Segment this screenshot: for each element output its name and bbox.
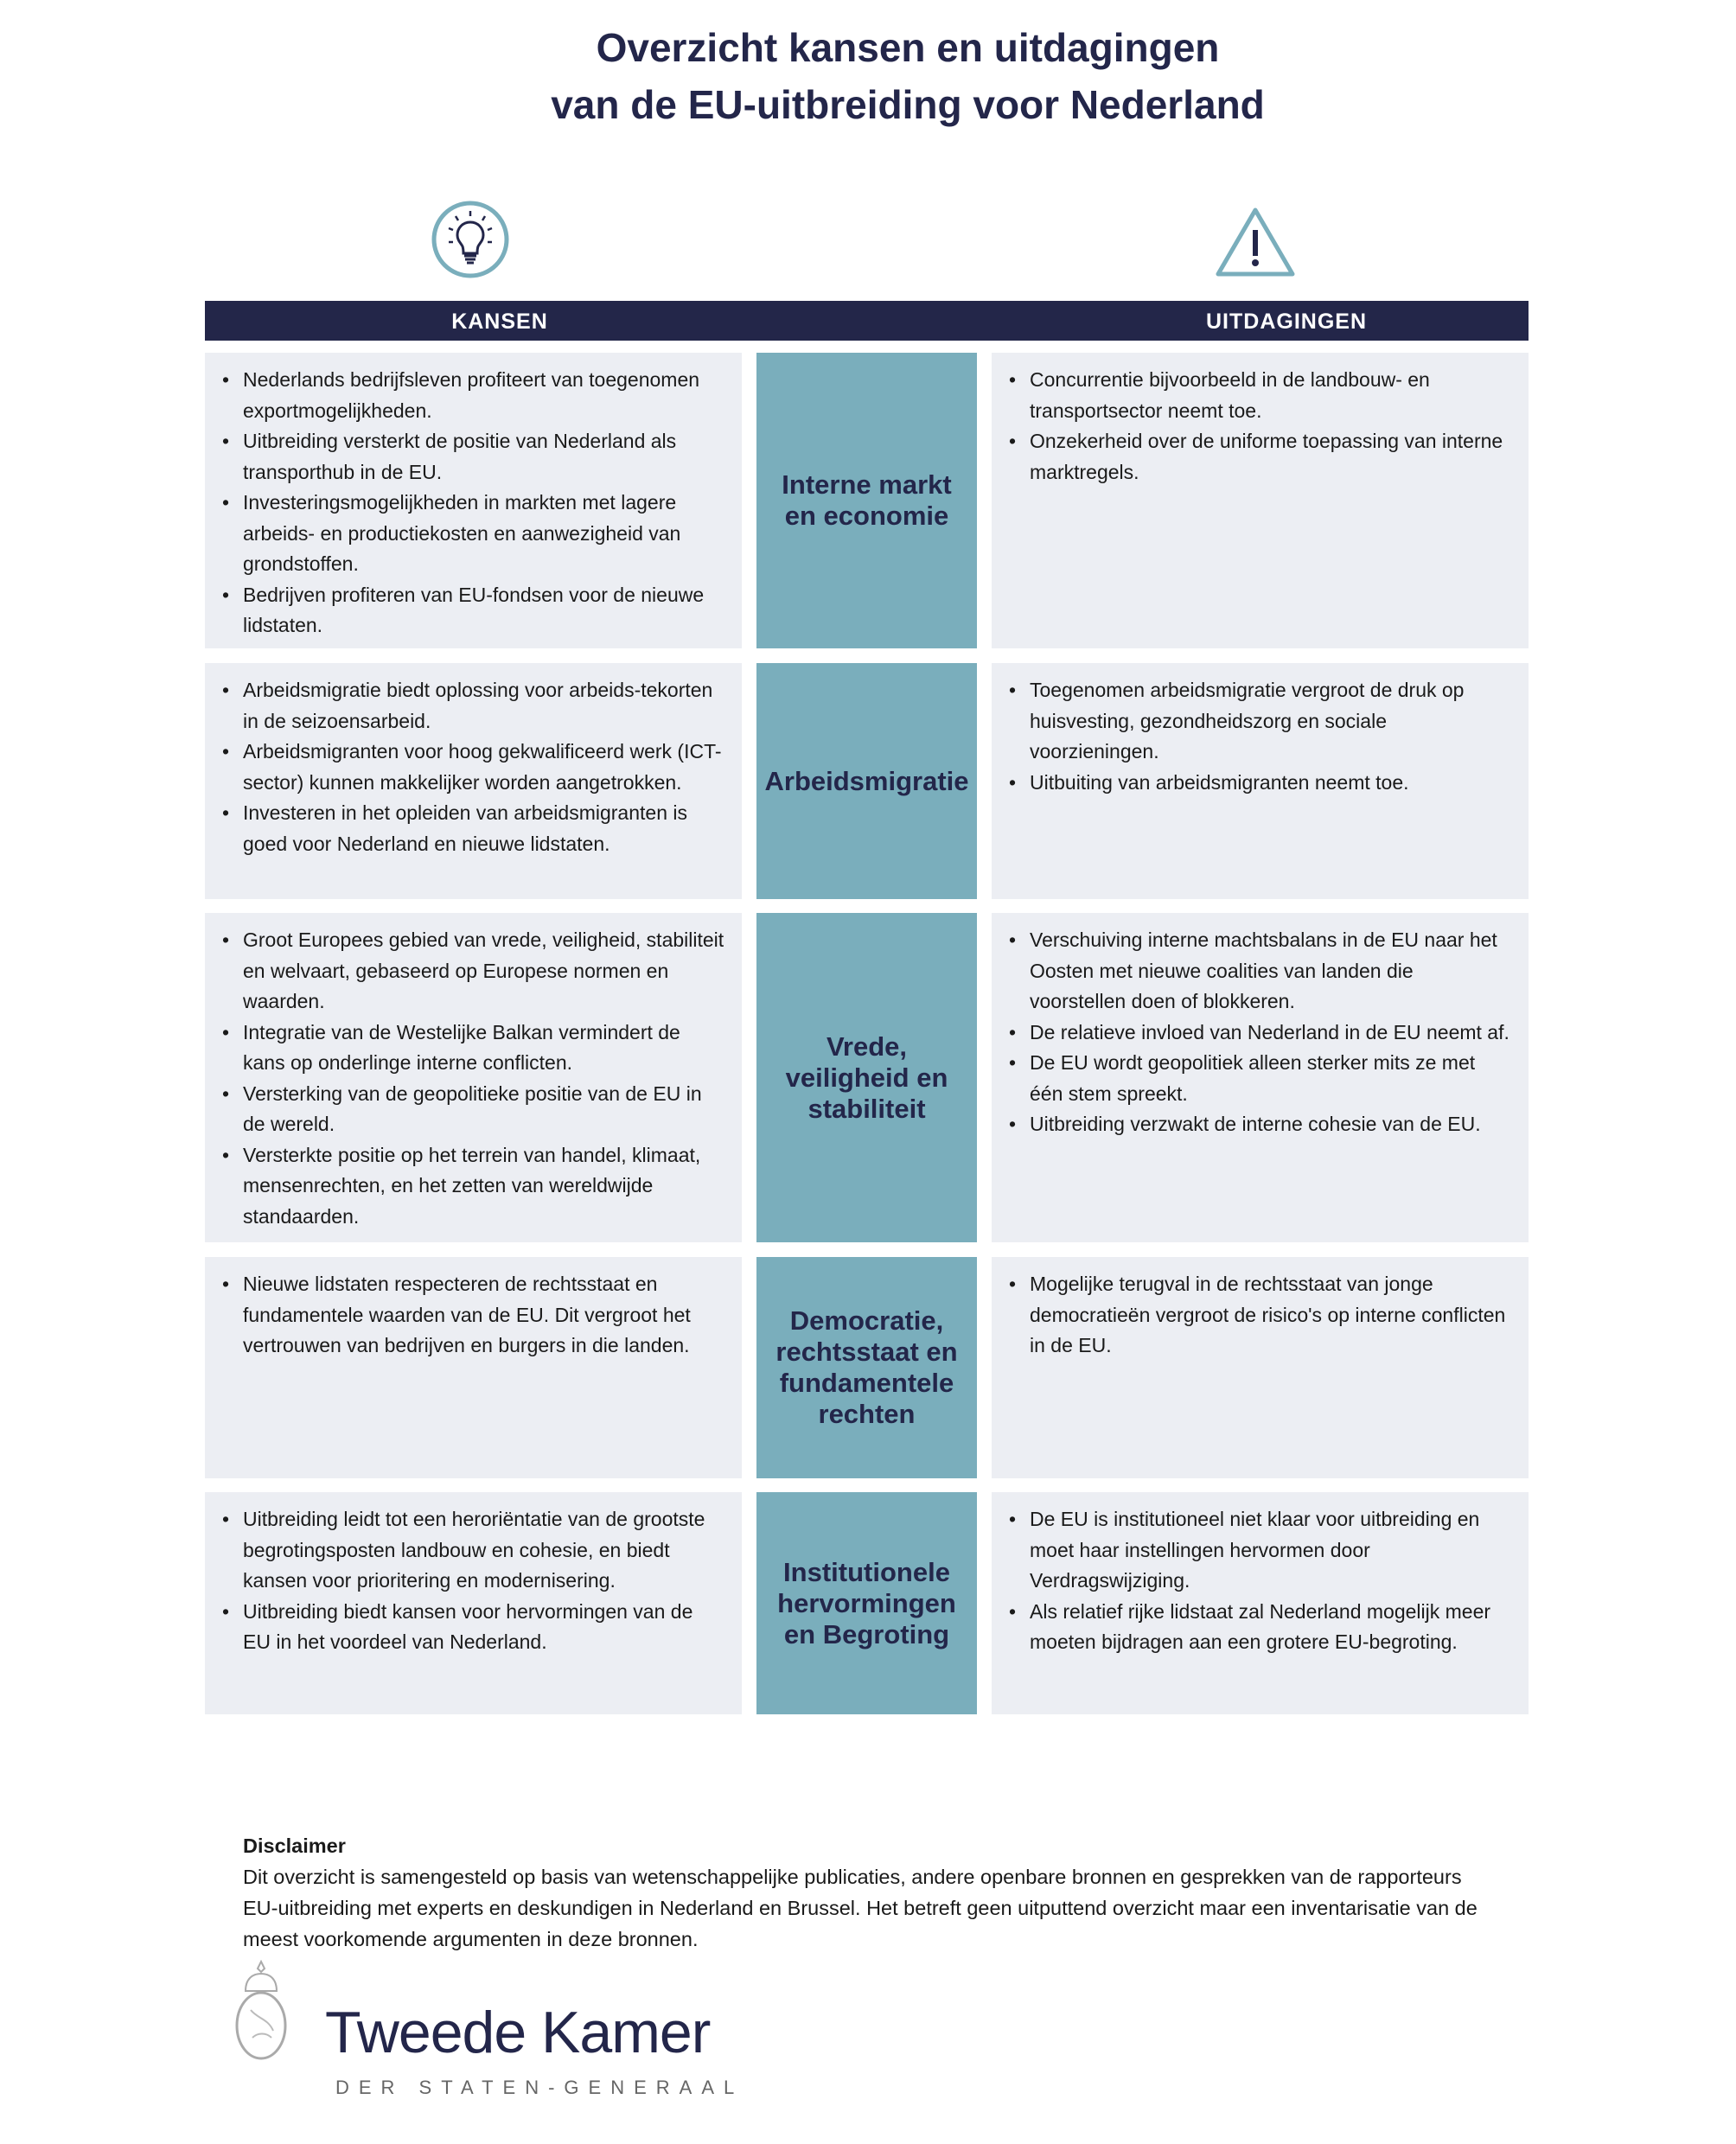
uitdagingen-list [1009,925,1511,1140]
list-item: • Mogelijke terugval in de rechtsstaat van jonge democratieën vergroot de risico's op interne conflicten in de EU. [1030,1269,1511,1362]
logo-subtitle: DER STATEN-GENERAAL [335,2077,744,2098]
list-item: • De relatieve invloed van Nederland in de EU neemt af. [1030,1018,1511,1049]
uitdagingen-list [1009,675,1511,798]
kansen-cell [205,353,742,648]
list-item: • Concurrentie bijvoorbeeld in de landbouw- en transportsector neemt toe. [1030,365,1511,426]
list-item: • Investeren in het opleiden van arbeidsmigranten is goed voor Nederland en nieuwe lidstaten. [243,798,724,859]
list-item: • Nieuwe lidstaten respecteren de rechtsstaat en fundamentele waarden van de EU. Dit vergroot het vertrouwen van bedrijven en burgers in die landen. [243,1269,724,1362]
logo-title: Tweede Kamer [325,2000,711,2065]
topic-cell [756,353,977,648]
kansen-list [222,1269,724,1362]
list-item: • Versterking van de geopolitieke positie van de EU in de wereld. [243,1079,724,1140]
topic-label: Arbeidsmigratie [764,765,969,796]
warning-icon [1215,206,1296,278]
uitdagingen-cell [992,1492,1529,1714]
topic-cell [756,663,977,899]
topic-cell [756,1257,977,1478]
uitdagingen-list [1009,1504,1511,1658]
kansen-list [222,925,724,1232]
header-kansen: KANSEN [451,309,548,334]
topic-label: Vrede, veiligheid en stabiliteit [785,1031,948,1124]
topic-label: Democratie, rechtsstaat en fundamentele rechten [775,1305,958,1429]
page-title: Overzicht kansen en uitdagingen van de EU-uitbreiding voor Nederland [551,25,1265,127]
list-item: • Arbeidsmigranten voor hoog gekwalificeerd werk (ICT-sector) kunnen makkelijker worden aangetrokken. [243,737,724,798]
uitdagingen-list [1009,1269,1511,1362]
topic-label: Interne markt en economie [782,469,952,531]
header-uitdagingen: UITDAGINGEN [1206,309,1367,334]
list-item: • Verschuiving interne machtsbalans in de EU naar het Oosten met nieuwe coalities van landen die voorstellen doen of blokkeren. [1030,925,1511,1018]
list-item: • Uitbreiding leidt tot een heroriëntatie van de grootste begrotingsposten landbouw en cohesie, en biedt kansen voor prioritering en modernisering. [243,1504,724,1597]
kansen-list [222,675,724,859]
lightbulb-icon [430,199,511,280]
list-item: • De EU is institutioneel niet klaar voor uitbreiding en moet haar instellingen hervormen door Verdragswijziging. [1030,1504,1511,1597]
disclaimer-text: Dit overzicht is samengesteld op basis van wetenschappelijke publicaties, andere openbare bronnen en gesprekken van de rapporteurs EU-uitbreiding met experts en deskundigen in Nederland en Brussel. Het betreft geen uitputtend overzicht maar een inventarisatie van de meest voorkomende argumenten in deze bronnen. [243,1866,1478,1950]
topic-cell [756,913,977,1242]
kansen-cell [205,1492,742,1714]
list-item: • Uitbreiding biedt kansen voor hervormingen van de EU in het voordeel van Nederland. [243,1597,724,1658]
kansen-cell [205,1257,742,1478]
list-item: • Als relatief rijke lidstaat zal Nederland mogelijk meer moeten bijdragen aan een grotere EU-begroting. [1030,1597,1511,1658]
kansen-cell [205,913,742,1242]
list-item: • Uitbreiding versterkt de positie van Nederland als transporthub in de EU. [243,426,724,488]
list-item: • Toegenomen arbeidsmigratie vergroot de druk op huisvesting, gezondheidszorg en sociale voorzieningen. [1030,675,1511,768]
list-item: • Integratie van de Westelijke Balkan vermindert de kans op onderlinge interne conflicten. [243,1018,724,1079]
uitdagingen-cell [992,353,1529,648]
uitdagingen-cell [992,663,1529,899]
list-item: • Groot Europees gebied van vrede, veiligheid, stabiliteit en welvaart, gebaseerd op Europese normen en waarden. [243,925,724,1018]
list-item: • Uitbreiding verzwakt de interne cohesie van de EU. [1030,1109,1511,1140]
topic-label: Institutionele hervormingen en Begroting [777,1556,956,1649]
disclaimer [243,1830,1488,1955]
list-item: • De EU wordt geopolitiek alleen sterker mits ze met één stem spreekt. [1030,1048,1511,1109]
kansen-cell [205,663,742,899]
coat-of-arms-icon [230,1958,292,2071]
table-header [205,301,1529,341]
list-item: • Nederlands bedrijfsleven profiteert van toegenomen exportmogelijkheden. [243,365,724,426]
list-item: • Arbeidsmigratie biedt oplossing voor arbeids-tekorten in de seizoensarbeid. [243,675,724,737]
uitdagingen-cell [992,1257,1529,1478]
list-item: • Bedrijven profiteren van EU-fondsen voor de nieuwe lidstaten. [243,580,724,641]
topic-cell [756,1492,977,1714]
kansen-list [222,365,724,641]
uitdagingen-cell [992,913,1529,1242]
list-item: • Onzekerheid over de uniforme toepassing van interne marktregels. [1030,426,1511,488]
disclaimer-heading: Disclaimer [243,1835,346,1857]
list-item: • Investeringsmogelijkheden in markten met lagere arbeids- en productiekosten en aanwezigheid van grondstoffen. [243,488,724,580]
uitdagingen-list [1009,365,1511,488]
list-item: • Uitbuiting van arbeidsmigranten neemt toe. [1030,768,1511,799]
list-item: • Versterkte positie op het terrein van handel, klimaat, mensenrechten, en het zetten van wereldwijde standaarden. [243,1140,724,1233]
kansen-list [222,1504,724,1658]
